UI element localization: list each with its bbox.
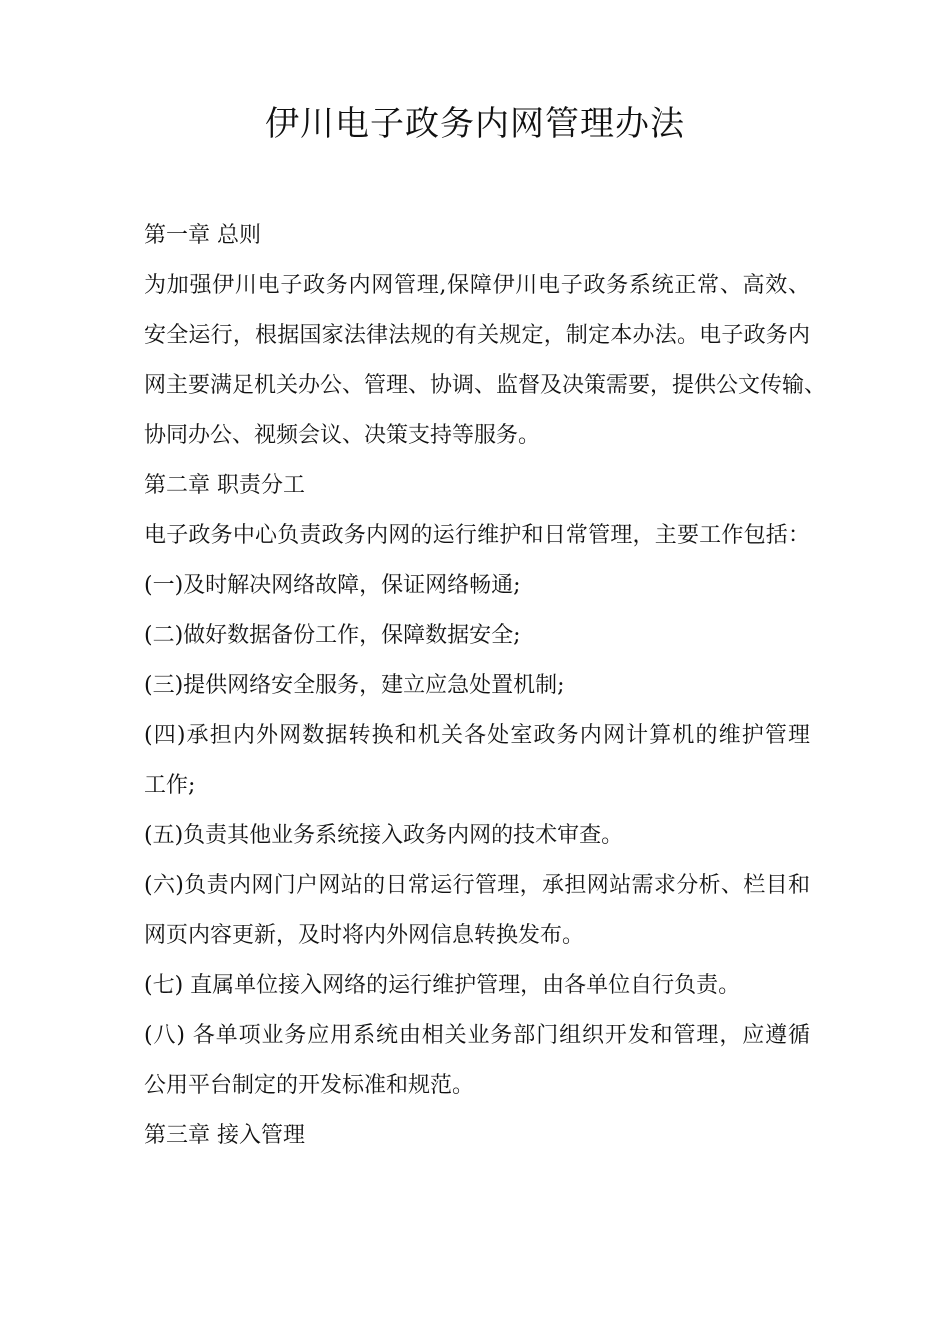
list-item: (六)负责内网门户网站的日常运行管理，承担网站需求分析、栏目和 <box>144 873 810 898</box>
paragraph-line: 电子政务中心负责政务内网的运行维护和日常管理，主要工作包括： <box>144 523 810 548</box>
list-item: (二)做好数据备份工作，保障数据安全; <box>144 623 521 648</box>
chapter-heading: 第三章 接入管理 <box>144 1123 305 1148</box>
paragraph-line: 安全运行，根据国家法律法规的有关规定，制定本办法。电子政务内 <box>144 323 810 348</box>
list-item: (四)承担内外网数据转换和机关各处室政务内网计算机的维护管理 <box>144 723 810 748</box>
chapter-heading: 第一章 总则 <box>144 223 261 248</box>
list-item: (七) 直属单位接入网络的运行维护管理，由各单位自行负责。 <box>144 973 741 998</box>
paragraph-line: 协同办公、视频会议、决策支持等服务。 <box>144 423 541 448</box>
paragraph-line: 为加强伊川电子政务内网管理,保障伊川电子政务系统正常、高效、 <box>144 273 810 298</box>
list-item-continuation: 网页内容更新，及时将内外网信息转换发布。 <box>144 923 585 948</box>
chapter-heading: 第二章 职责分工 <box>144 473 305 498</box>
list-item: (八) 各单项业务应用系统由相关业务部门组织开发和管理，应遵循 <box>144 1023 810 1048</box>
list-item-continuation: 工作; <box>144 773 196 798</box>
list-item: (三)提供网络安全服务，建立应急处置机制; <box>144 673 565 698</box>
document-title: 伊川电子政务内网管理办法 <box>265 104 685 144</box>
document-body <box>144 217 827 1167</box>
paragraph-line: 网主要满足机关办公、管理、协调、监督及决策需要，提供公文传输、 <box>144 373 827 398</box>
list-item: (一)及时解决网络故障，保证网络畅通; <box>144 573 521 598</box>
list-item: (五)负责其他业务系统接入政务内网的技术审查。 <box>144 823 624 848</box>
list-item-continuation: 公用平台制定的开发标准和规范。 <box>144 1073 475 1098</box>
